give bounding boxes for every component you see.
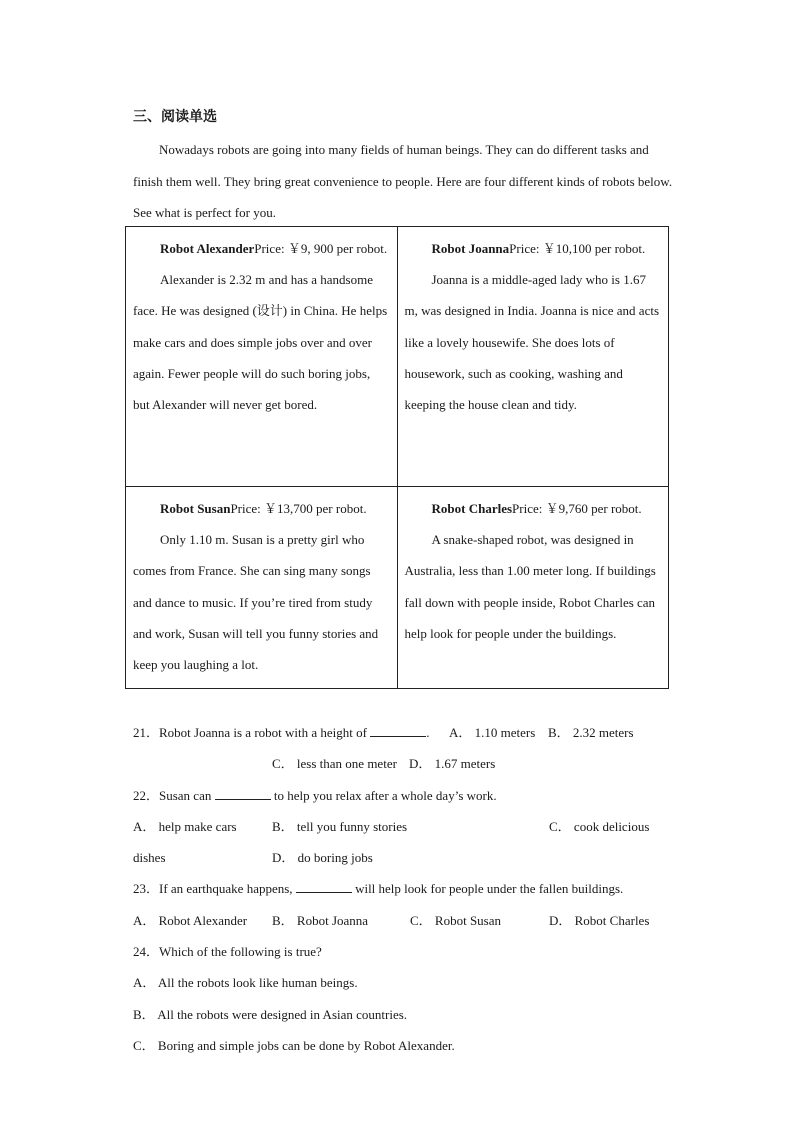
option-b[interactable]: B． 2.32 meters: [548, 725, 634, 740]
option-a[interactable]: A． 1.10 meters: [449, 725, 536, 740]
answer-blank[interactable]: [296, 876, 352, 893]
question-22-options: [133, 811, 693, 842]
robot-name: Robot Joanna: [431, 241, 510, 256]
robot-name: Robot Susan: [160, 501, 231, 516]
robot-name: Robot Charles: [431, 501, 513, 516]
option-d[interactable]: D． Robot Charles: [549, 912, 650, 928]
question-21-options-row2: [133, 748, 693, 779]
option-b[interactable]: B． All the robots were designed in Asian countries.: [133, 1006, 408, 1022]
question-21: [133, 717, 693, 748]
robot-price: Price: ￥9,760 per robot.: [512, 501, 642, 516]
question-24-option-c-row: [133, 1030, 693, 1061]
question-24-option-b-row: [133, 999, 693, 1030]
question-stem: 23．If an earthquake happens,: [133, 881, 293, 897]
questions: [133, 717, 693, 1061]
option-a[interactable]: A． help make cars: [133, 818, 237, 834]
question-stem-end: to help you relax after a whole day’s work.: [273, 787, 497, 803]
question-stem-end: will help look for people under the fallen buildings.: [355, 881, 624, 897]
section-title: 三、阅读单选: [133, 109, 217, 125]
question-stem: 24．Which of the following is true?: [133, 944, 322, 960]
robot-table: [125, 226, 669, 689]
option-b[interactable]: B． Robot Joanna: [272, 912, 369, 928]
option-a[interactable]: A． Robot Alexander: [133, 912, 248, 928]
answer-blank[interactable]: [215, 783, 271, 800]
question-24-option-a-row: [133, 967, 693, 998]
robot-price: Price: ￥10,100 per robot.: [509, 241, 646, 256]
question-stem-end: .: [426, 725, 430, 740]
option-c-continued: dishes: [133, 850, 166, 866]
option-c[interactable]: C． less than one meter: [272, 756, 397, 772]
robot-cell-joanna: [397, 227, 669, 487]
robot-price: Price: ￥9, 900 per robot.: [254, 241, 388, 256]
robot-description: Only 1.10 m. Susan is a pretty girl who comes from France. She can sing many songs and dance to music. If you’re tired from study and work, Susan will tell you funny stories and keep you laughing a lot.: [133, 532, 379, 673]
option-c[interactable]: C． Boring and simple jobs can be done by Robot Alexander.: [133, 1037, 455, 1053]
robot-name: Robot Alexander: [160, 241, 255, 256]
question-22: [133, 780, 693, 811]
intro-text: Nowadays robots are going into many fields of human beings. They can do different tasks and finish them well. They bring great convenience to people. Here are four different kinds of robots below. See what is perfect for you.: [133, 142, 673, 220]
question-24: [133, 936, 693, 967]
answer-blank[interactable]: [370, 720, 426, 737]
option-a[interactable]: A． All the robots look like human beings.: [133, 975, 358, 991]
option-d[interactable]: D． do boring jobs: [272, 850, 373, 866]
question-22-options-row2: [133, 842, 693, 873]
robot-price: Price: ￥13,700 per robot.: [230, 501, 367, 516]
option-b[interactable]: B． tell you funny stories: [272, 818, 408, 834]
robot-description: Joanna is a middle-aged lady who is 1.67 m, was designed in India. Joanna is nice and acts like a lovely housewife. She does lots of housework, such as cooking, washing and keeping the house clean and tidy.: [404, 272, 660, 413]
robot-cell-alexander: [126, 227, 398, 487]
question-stem: 21．Robot Joanna is a robot with a height of: [133, 725, 367, 740]
question-23-options: [133, 905, 693, 936]
robot-description: A snake-shaped robot, was designed in Australia, less than 1.00 meter long. If buildings fall down with people inside, Robot Charles can help look for people under the buildings.: [404, 532, 656, 641]
robot-cell-charles: [397, 487, 669, 689]
intro-paragraph: [133, 134, 673, 229]
robot-description: Alexander is 2.32 m and has a handsome face. He was designed (设计) in China. He helps make cars and does simple jobs over and over again. Fewer people will do such boring jobs, but Alexander will never get bored.: [133, 272, 388, 413]
option-c[interactable]: C． cook delicious: [549, 818, 650, 834]
option-d[interactable]: D． 1.67 meters: [409, 756, 496, 772]
question-23: [133, 873, 693, 904]
question-stem: 22．Susan can: [133, 787, 212, 803]
robot-cell-susan: [126, 487, 398, 689]
option-c[interactable]: C． Robot Susan: [410, 912, 502, 928]
